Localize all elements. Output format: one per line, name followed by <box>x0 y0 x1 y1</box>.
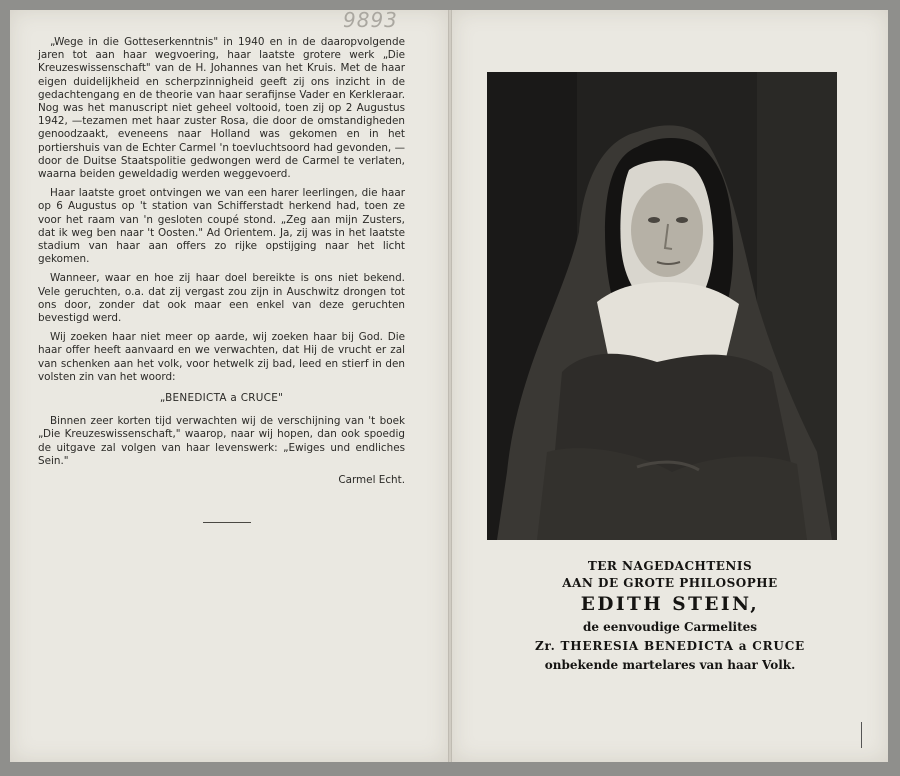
caption-line: AAN DE GROTE PHILOSOPHE <box>562 576 778 590</box>
caption-line: TER NAGEDACHTENIS <box>587 559 753 573</box>
caption-line: de eenvoudige Carmelites <box>582 620 758 634</box>
memorial-text <box>38 36 405 493</box>
caption-name: EDITH STEIN, <box>580 594 760 615</box>
signature: Carmel Echt. <box>338 474 405 487</box>
archive-number: 9893 <box>343 8 398 32</box>
memorial-caption <box>452 558 888 675</box>
paragraph: Wij zoeken haar niet meer op aarde, wij zoeken haar bij God. Die haar offer heeft aanvaard en we verwachten, dat Hij de vrucht er zal van schenken aan het volk, voor hetwelk zij bad, leed en stierf in den volsten zin van het woord: <box>38 331 405 383</box>
quote-title: „BENEDICTA a CRUCE" <box>159 392 284 405</box>
paragraph: Wanneer, waar en hoe zij haar doel bereikte is ons niet bekend. Vele geruchten, o.a. dat zij vergast zou zijn in Auschwitz drongen tot ons door, zonder dat ook maar een enkel van deze geruchten bevestigd werd. <box>38 272 405 325</box>
nun-portrait-image <box>487 72 837 540</box>
divider <box>203 522 251 523</box>
caption-line: onbekende martelares van haar Volk. <box>544 658 796 672</box>
portrait-photo <box>487 72 837 540</box>
pen-mark <box>861 722 862 748</box>
paragraph: Binnen zeer korten tijd verwachten wij de verschijning van 't boek „Die Kreuzeswissenschaft," waarop, naar wij hopen, dan ook spoedig de uitgave zal volgen van haar levenswerk: „Ewiges und endliches Sein." <box>38 415 405 467</box>
caption-religious-name: Zr. THERESIA BENEDICTA a CRUCE <box>534 639 805 653</box>
paragraph: Haar laatste groet ontvingen we van een harer leerlingen, die haar op 6 Augustus op 't station van Schifferstadt herkend had, toen ze voor het raam van 'n gesloten coupé stond. „Zeg aan mijn Zusters, dat ik weg ben naar 't Oosten." Ad Orientem. Ja, zij was in het laatste stadium van haar aan offers zo rijke opstijging naar het licht gekomen. <box>38 187 405 266</box>
paragraph: „Wege in die Gotteserkenntnis" in 1940 en in de daaropvolgende jaren tot aan haar wegvoering, haar laatste grotere werk „Die Kreuzeswissenschaft" van de H. Johannes van het Kruis. Met de haar eigen duidelijkheid en scherpzinnigheid geeft zij ons inzicht in de gedachtengang en de theorie van haar serafijnse Vader en Kerkleraar. Nog was het manuscript niet geheel voltooid, toen zij op 2 Augustus 1942, —tezamen met haar zuster Rosa, die door de omstandigheden genoodzaakt, eveneens naar Holland was gekomen en in het portiershuis van de Echter Carmel 'n toevluchtsoord had gevonden, — door de Duitse Staatspolitie gedwongen werd de Carmel te verlaten, waarna beiden geweldadig werden weggevoerd. <box>38 36 405 181</box>
